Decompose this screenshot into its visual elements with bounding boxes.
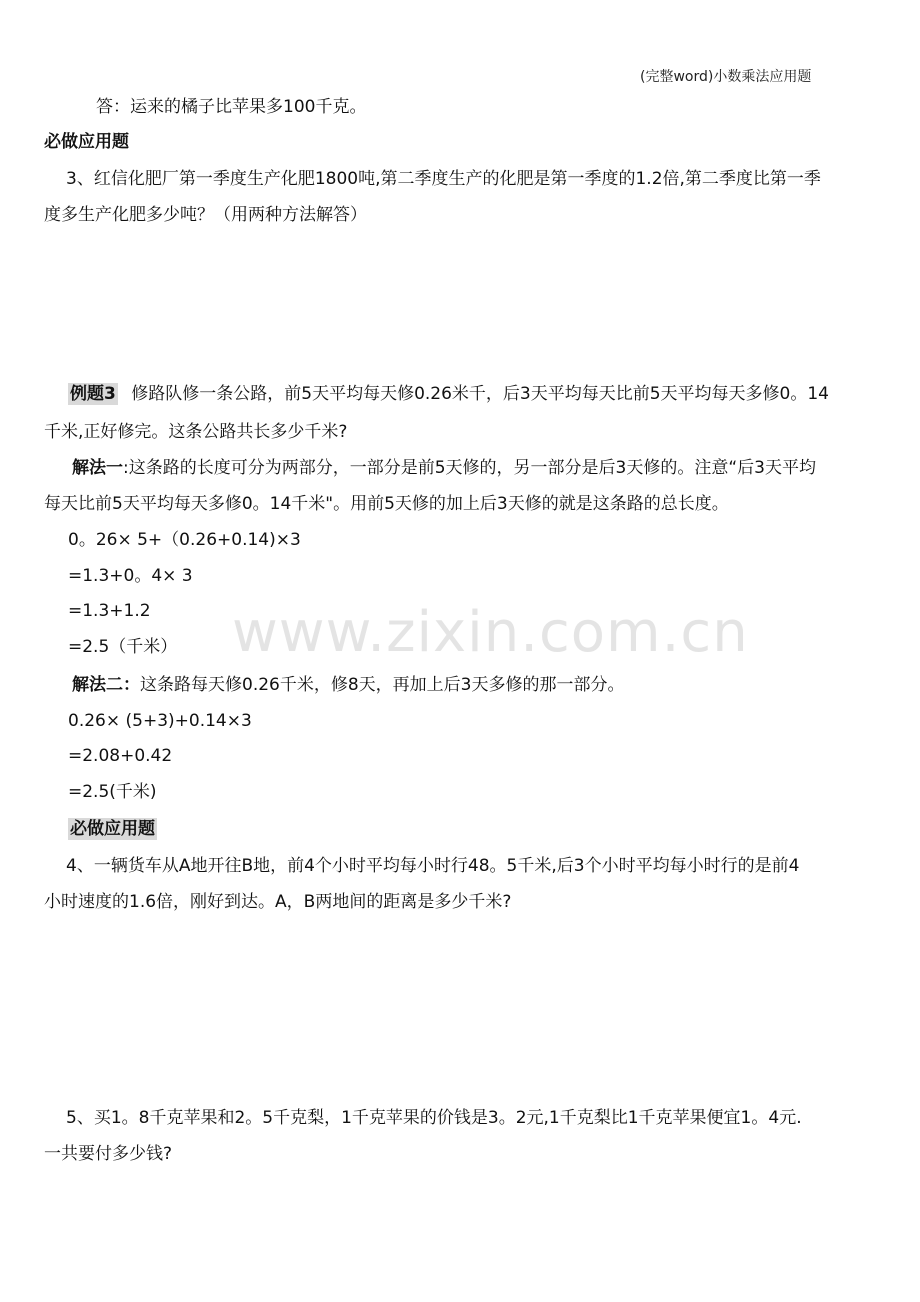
- q5-line-2: 一共要付多少钱?: [44, 1144, 173, 1164]
- q4-line-1: 4、一辆货车从A地开往B地，前4个小时平均每小时行48。5千米,后3个小时平均每小时行的是前4: [66, 856, 800, 876]
- method2-label: 解法二：: [72, 675, 140, 695]
- previous-answer: 答：运来的橘子比苹果多100千克。: [96, 97, 367, 117]
- method1-calc-1: 0。26× 5+（0.26+0.14)×3: [68, 530, 301, 550]
- method2-line-1: [72, 674, 624, 696]
- section-label-required-2: 必做应用题: [70, 819, 155, 839]
- method1-calc-4: =2.5（千米）: [68, 637, 178, 657]
- method2-calc-1: 0.26× (5+3)+0.14×3: [68, 711, 252, 731]
- method2-text-1: 这条路每天修0.26千米，修8天，再加上后3天多修的那一部分。: [140, 675, 625, 695]
- method1-calc-3: =1.3+1.2: [68, 601, 151, 621]
- example3-line-2: 千米,正好修完。这条公路共长多少千米?: [44, 422, 348, 442]
- example3-text-1: 修路队修一条公路，前5天平均每天修0.26米千，后3天平均每天比前5天平均每天多修0。14: [131, 384, 829, 404]
- q3-line-2: 度多生产化肥多少吨？（用两种方法解答）: [44, 205, 367, 225]
- watermark: www.zixin.com.cn: [232, 600, 749, 665]
- method2-calc-3: =2.5(千米): [68, 782, 157, 802]
- method1-text-1: :这条路的长度可分为两部分，一部分是前5天修的，另一部分是后3天修的。注意“后3天平均: [123, 458, 816, 478]
- method1-label: 解法一: [72, 458, 123, 478]
- q5-line-1: 5、买1。8千克苹果和2。5千克梨，1千克苹果的价钱是3。2元,1千克梨比1千克苹果便宜1。4元.: [66, 1108, 802, 1128]
- section-label-required-1: 必做应用题: [44, 132, 129, 152]
- method1-line-1: [72, 457, 816, 479]
- example3-line-1: [68, 383, 829, 405]
- example3-tag: 例题3: [70, 384, 116, 404]
- method1-line-2: 每天比前5天平均每天多修0。14千米"。用前5天修的加上后3天修的就是这条路的总长度。: [44, 494, 729, 514]
- q4-line-2: 小时速度的1.6倍，刚好到达。A，B两地间的距离是多少千米?: [44, 892, 512, 912]
- method1-calc-2: =1.3+0。4× 3: [68, 566, 193, 586]
- section-label-required-2-wrap: [68, 818, 157, 840]
- method2-calc-2: =2.08+0.42: [68, 746, 173, 766]
- q3-line-1: 3、红信化肥厂第一季度生产化肥1800吨,第二季度生产的化肥是第一季度的1.2倍,第二季度比第一季: [66, 169, 821, 189]
- doc-header-title: (完整word)小数乘法应用题: [640, 69, 812, 85]
